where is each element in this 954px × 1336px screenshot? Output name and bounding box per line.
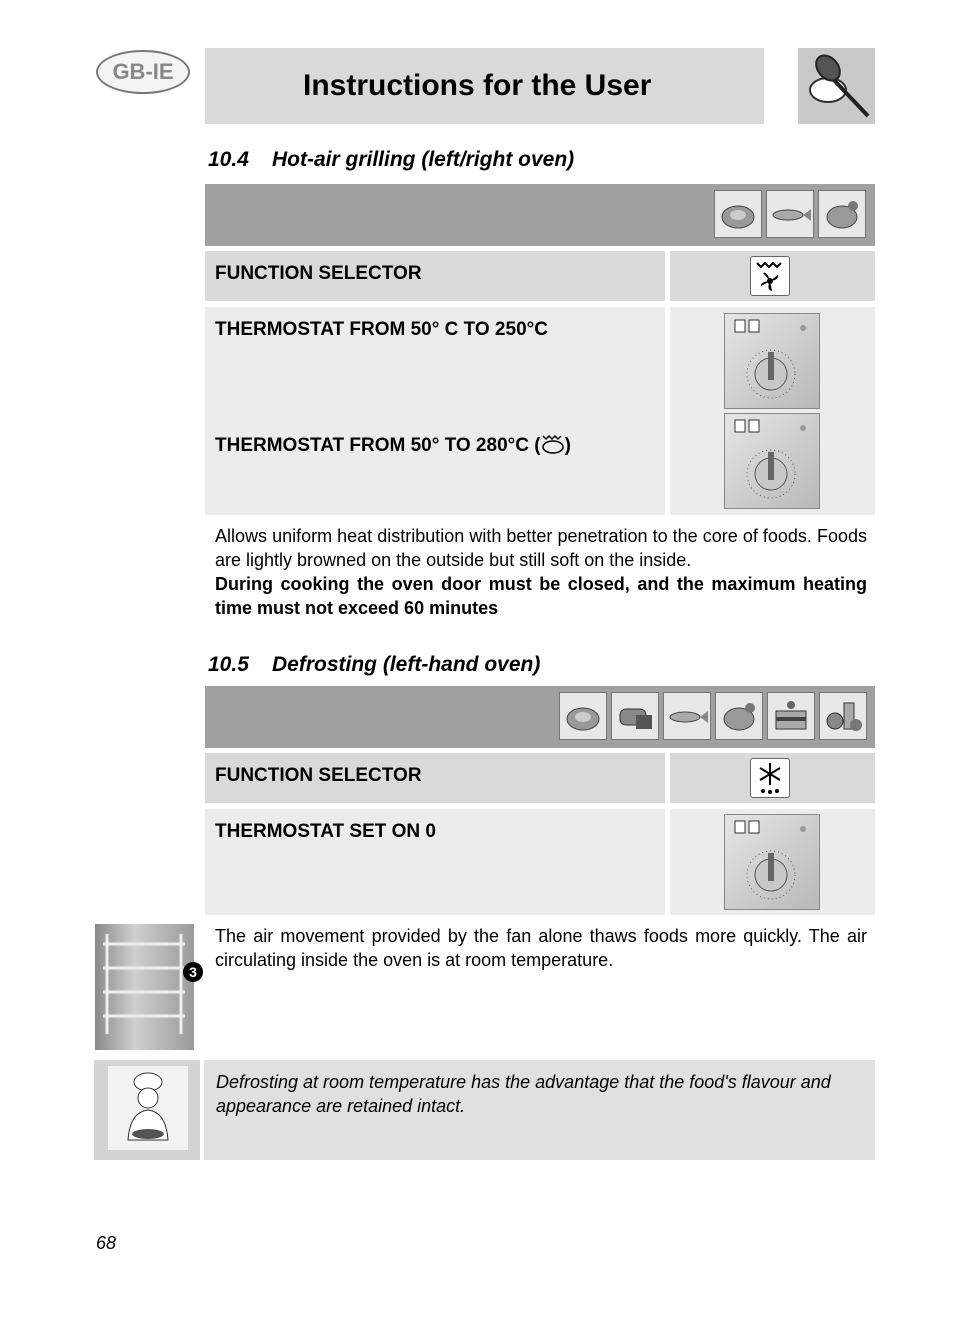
- thermostat-set-label: THERMOSTAT SET ON 0: [215, 821, 436, 842]
- page-title: Instructions for the User: [205, 48, 764, 124]
- bread-icon: [611, 692, 659, 740]
- thermostat-knob-cell: [670, 307, 875, 515]
- thermostat-knob-280: [724, 413, 820, 509]
- oven-shelf-image: [95, 924, 194, 1050]
- thermostat-range-label-grill: THERMOSTAT FROM 50° TO 280°C ( ): [215, 433, 571, 461]
- function-selector-label: FUNCTION SELECTOR: [215, 765, 422, 786]
- cake-icon: [767, 692, 815, 740]
- function-selector-cell: [205, 753, 665, 803]
- snowflake-icon: [750, 758, 790, 798]
- meat-icon: [559, 692, 607, 740]
- fish-icon: [766, 190, 814, 238]
- poultry-icon: [715, 692, 763, 740]
- poultry-icon: [818, 190, 866, 238]
- defrosting-description: The air movement provided by the fan alone thaws foods more quickly. The air circulating inside the oven is at room temperature.: [215, 926, 867, 970]
- section-number: 10.4: [208, 148, 249, 171]
- thermostat-knob-cell: [670, 809, 875, 915]
- page-number: 68: [96, 1233, 117, 1253]
- food-icons-band: [205, 184, 875, 246]
- meat-icon: [714, 190, 762, 238]
- thermostat-cell: [205, 307, 665, 515]
- thermostat-knob-zero: [724, 814, 820, 910]
- thermostat-cell: [205, 809, 665, 915]
- section-heading-10-5: [208, 653, 540, 677]
- note-text: Defrosting at room temperature has the advantage that the food's flavour and appearance are retained intact.: [216, 1072, 831, 1116]
- section-title: Hot-air grilling (left/right oven): [272, 148, 575, 171]
- section-heading-10-4: [208, 148, 574, 172]
- fish-icon: [663, 692, 711, 740]
- fan-grill-icon: [750, 256, 790, 296]
- vegetables-icon: [819, 692, 867, 740]
- region-badge: GB-IE: [96, 50, 190, 94]
- function-selector-cell: [205, 251, 665, 301]
- hot-air-grilling-description: Allows uniform heat distribution with better penetration to the core of foods. Foods are lightly browned on the outside but still soft on the inside. During cooking the oven door must be closed, and the maximum heating time must not exceed 60 minutes: [215, 526, 867, 618]
- chef-spoon-icon: [798, 48, 875, 124]
- thermostat-knob-250: [724, 313, 820, 409]
- grill-element-icon: [541, 433, 565, 461]
- section-number: 10.5: [208, 653, 249, 676]
- shelf-number-badge: 3: [183, 962, 203, 982]
- thermostat-range-label: THERMOSTAT FROM 50° C TO 250°C: [215, 319, 548, 340]
- section-title: Defrosting (left-hand oven): [272, 653, 541, 676]
- food-icons-band: [205, 686, 875, 748]
- chef-icon: [94, 1060, 204, 1160]
- function-selector-label: FUNCTION SELECTOR: [215, 263, 422, 284]
- note-box: [94, 1060, 875, 1160]
- function-symbol-cell: [670, 251, 875, 301]
- function-symbol-cell: [670, 753, 875, 803]
- hot-air-grilling-warning: During cooking the oven door must be closed, and the maximum heating time must not exceed 60 minutes: [215, 574, 867, 618]
